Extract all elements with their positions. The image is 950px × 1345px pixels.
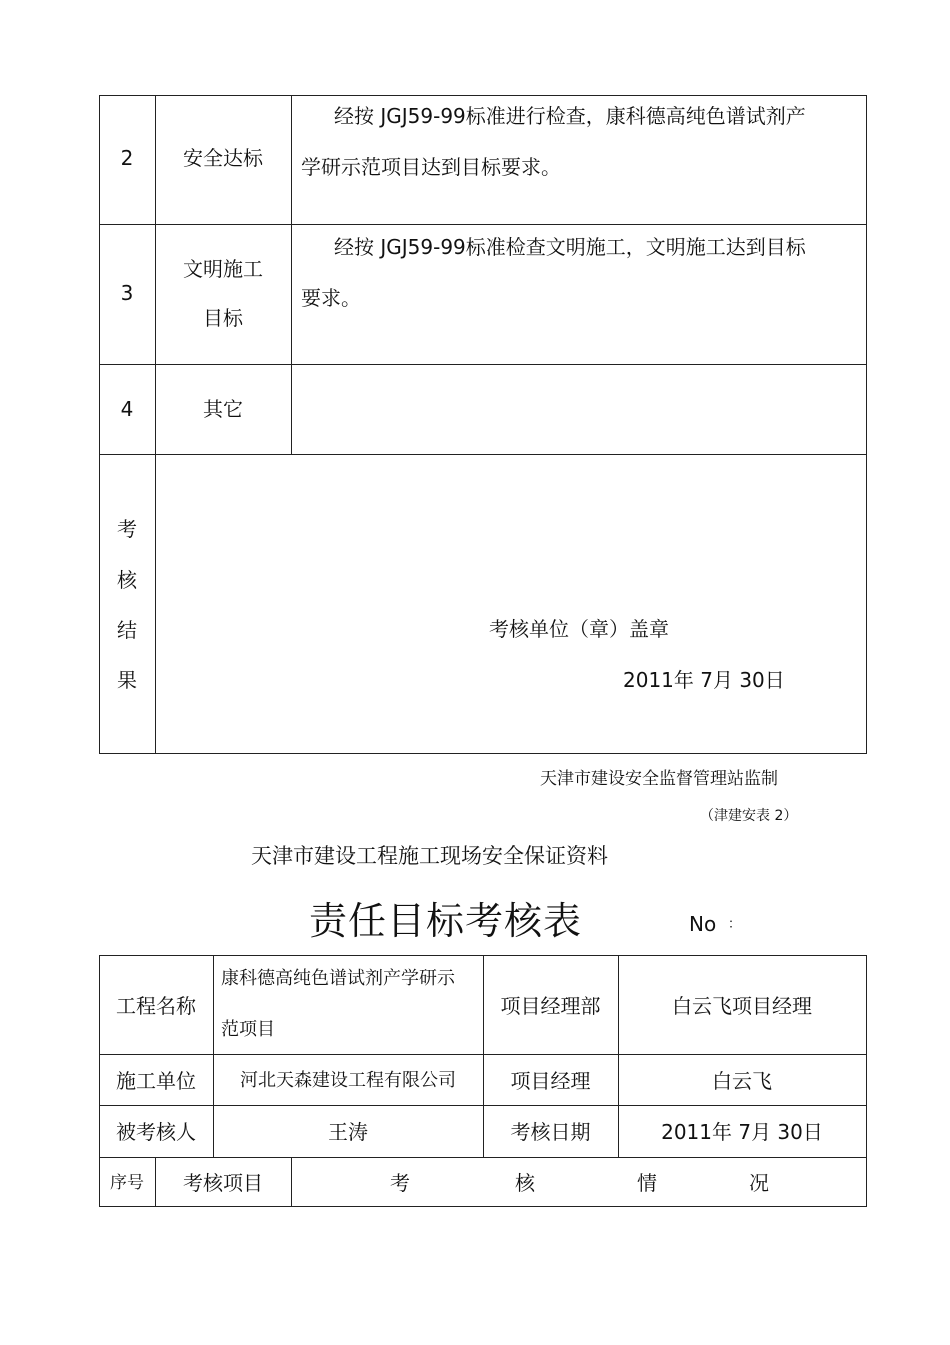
assessment-date-value: 2011年 7月 30日	[661, 1120, 823, 1144]
column-header-status-char: 况	[749, 1171, 769, 1195]
row-content: 要求。	[301, 286, 361, 310]
result-date: 2011年 7月 30日	[623, 668, 785, 692]
result-label-char: 考	[117, 517, 137, 541]
assessee-label: 被考核人	[116, 1120, 196, 1144]
row-number: 3	[120, 281, 134, 305]
assessment-date-label: 考核日期	[510, 1120, 591, 1144]
issuer-text: 天津市建设安全监督管理站监制	[540, 769, 778, 789]
column-header-status-char: 情	[637, 1171, 657, 1195]
row-number: 4	[120, 397, 134, 421]
result-label-char: 结	[117, 618, 137, 642]
row-item: 文明施工	[183, 257, 263, 281]
number-colon: ：	[728, 917, 742, 932]
stamp-text: 考核单位（章）盖章	[489, 617, 669, 641]
result-label-char: 核	[117, 568, 137, 592]
project-name-label: 工程名称	[116, 994, 196, 1018]
column-header-status-char: 核	[515, 1171, 535, 1195]
manager-value: 白云飞	[712, 1069, 772, 1093]
contractor-label: 施工单位	[116, 1069, 196, 1093]
result-label-char: 果	[117, 668, 137, 692]
number-label: No	[689, 912, 717, 936]
row-item: 目标	[203, 306, 243, 330]
row-item: 安全达标	[183, 146, 263, 170]
row-number: 2	[120, 146, 134, 170]
subtitle: 天津市建设工程施工现场安全保证资料	[251, 844, 608, 868]
row-content: 经按 JGJ59-99标准进行检查，康科德高纯色谱试剂产	[334, 104, 806, 128]
dept-label: 项目经理部	[500, 994, 601, 1018]
column-header-status-char: 考	[390, 1171, 410, 1195]
column-header-number: 序号	[110, 1173, 144, 1193]
assessee-value: 王涛	[328, 1120, 368, 1144]
row-item: 其它	[203, 397, 243, 421]
page-title: 责任目标考核表	[309, 899, 583, 943]
column-header-item: 考核项目	[183, 1171, 263, 1195]
manager-label: 项目经理	[510, 1069, 591, 1093]
dept-value: 白云飞项目经理	[672, 994, 812, 1018]
row-content: 学研示范项目达到目标要求。	[301, 155, 561, 179]
form-code: （津建安表 2）	[700, 808, 798, 824]
project-name-value: 范项目	[221, 1019, 275, 1040]
contractor-value: 河北天森建设工程有限公司	[240, 1070, 456, 1091]
project-name-value: 康科德高纯色谱试剂产学研示	[221, 968, 455, 989]
row-content: 经按 JGJ59-99标准检查文明施工，文明施工达到目标	[334, 235, 806, 259]
